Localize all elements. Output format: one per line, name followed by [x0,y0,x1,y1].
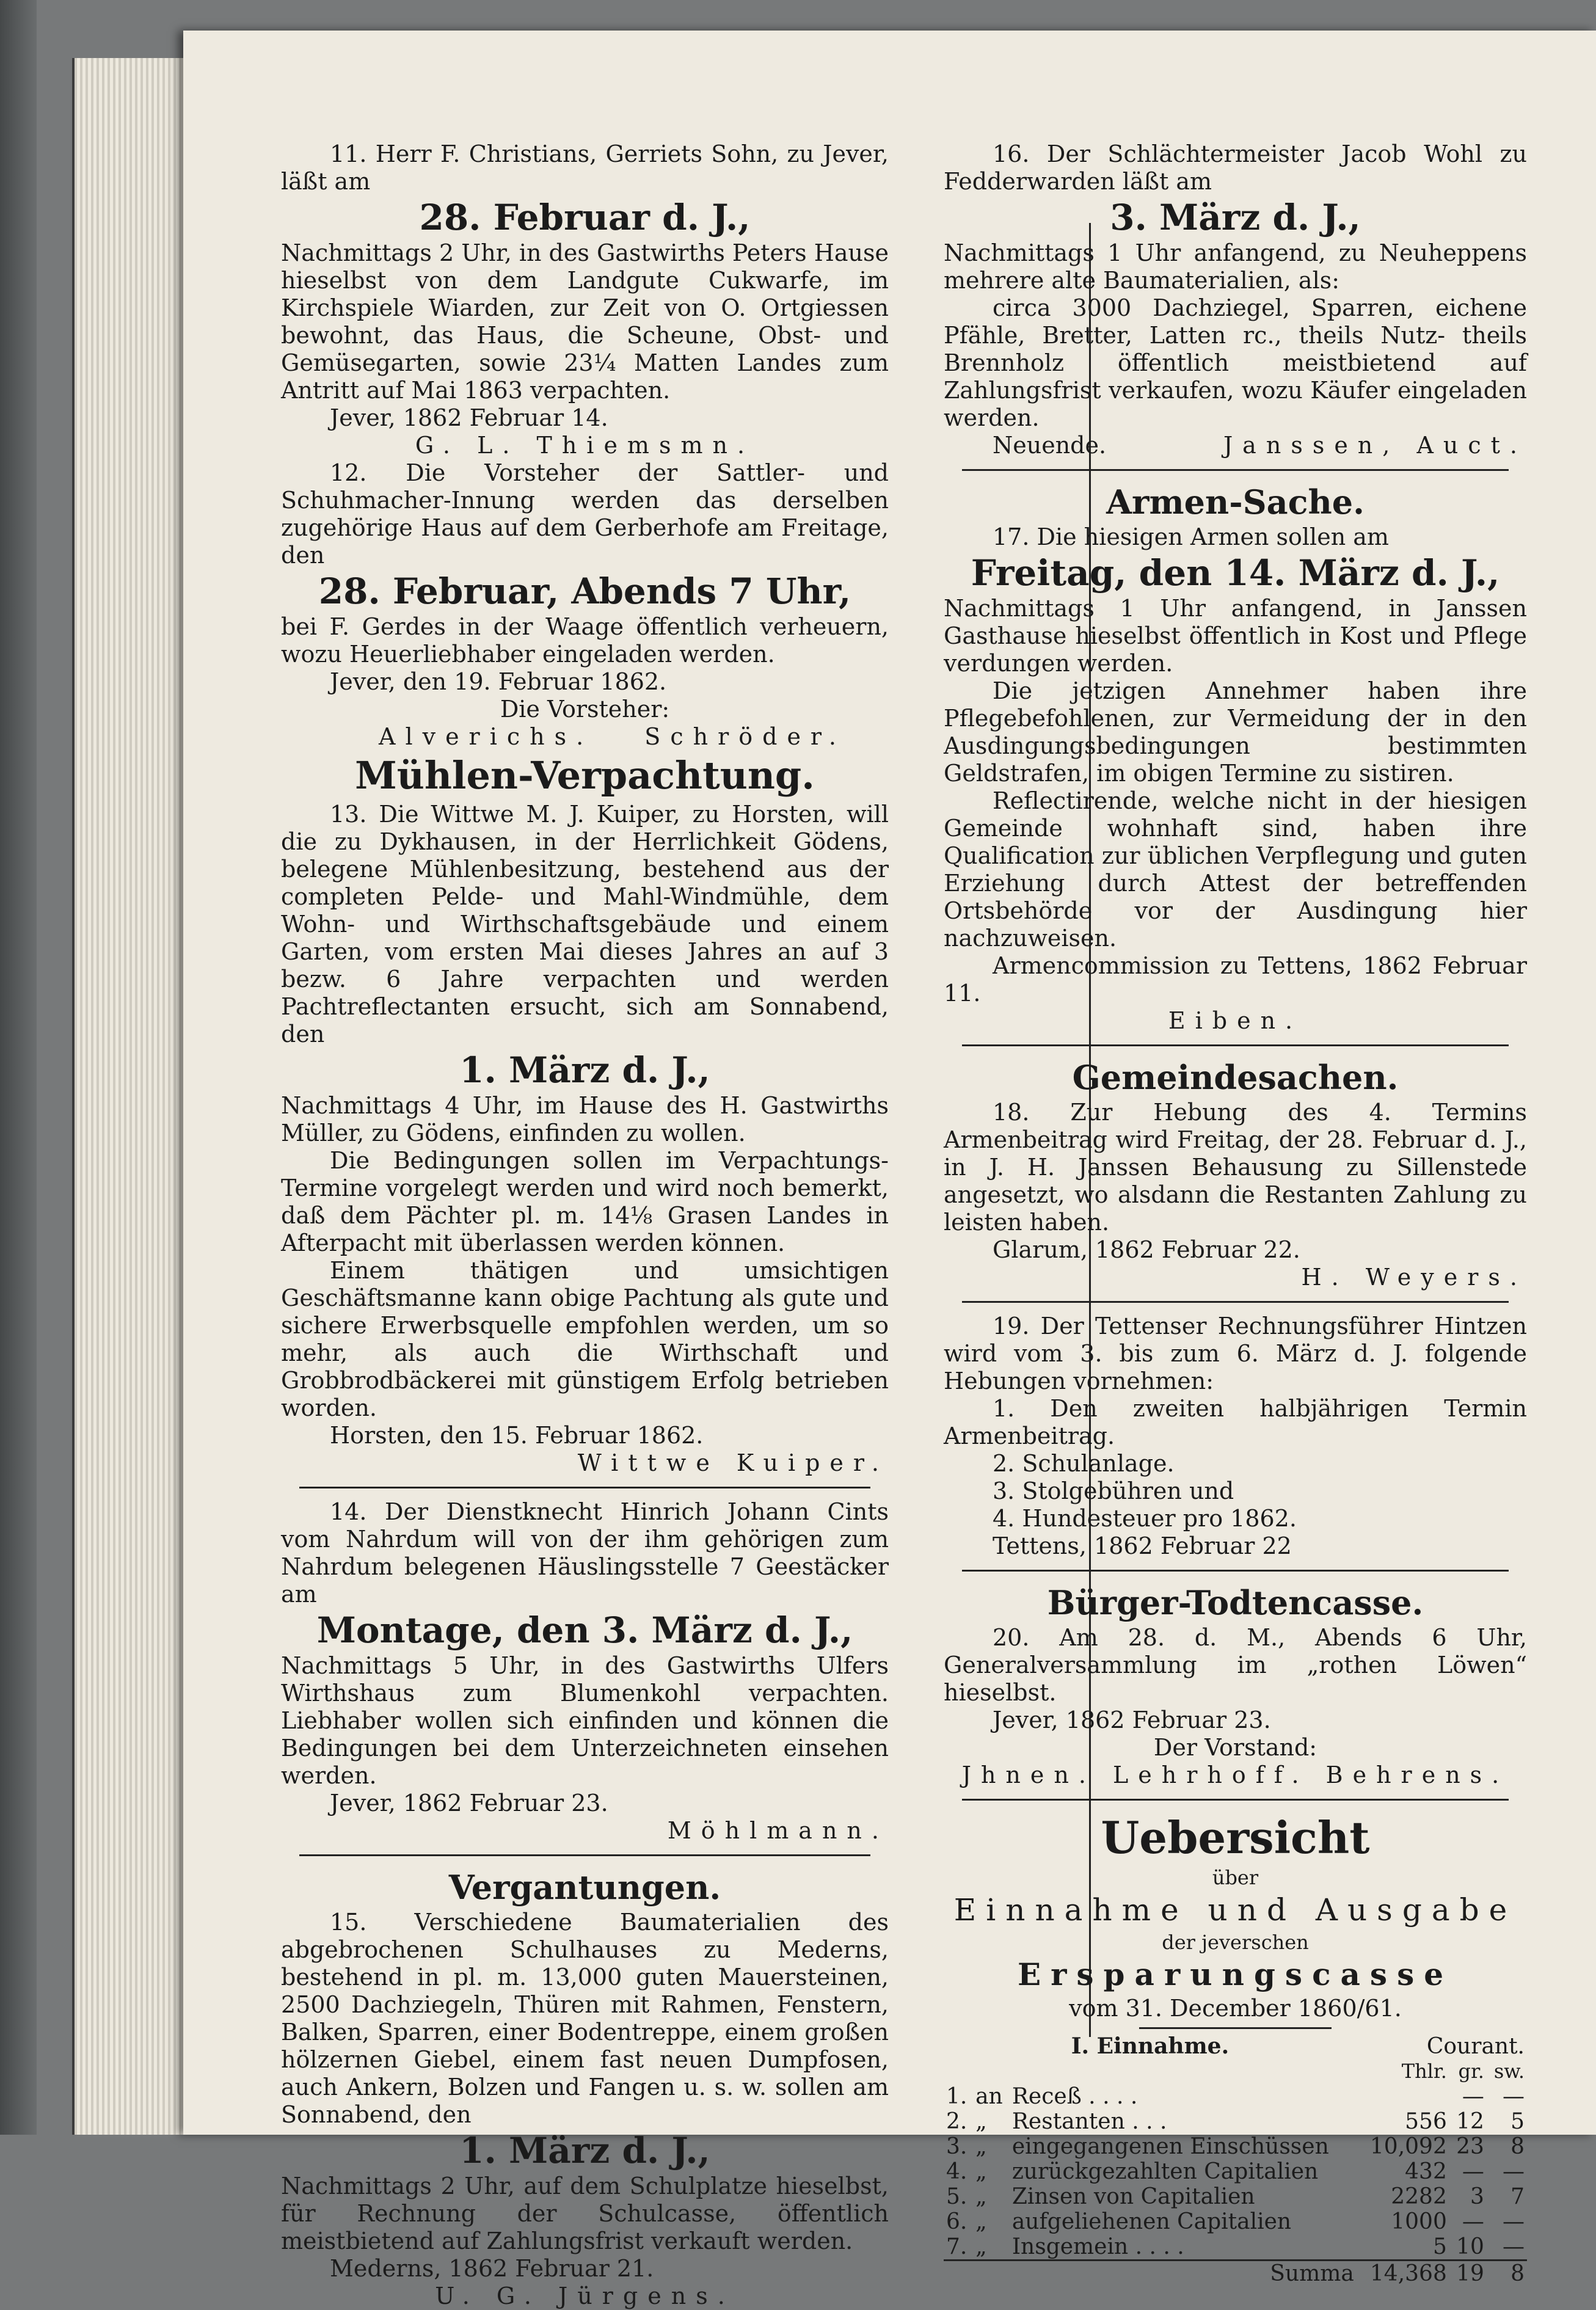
table-row [944,2184,1527,2209]
section-title-armen: Armen-Sache. [1106,483,1365,522]
notice-16-signature: Janssen, Auct. [1223,432,1527,459]
row-num: 3. [946,2134,967,2159]
rule [962,1301,1509,1303]
notice-18-place: Glarum, 1862 Februar 22. [993,1236,1300,1263]
notice-13-body3: Einem thätigen und umsichtigen Geschäftsmanne kann obige Pachtung als gute und sichere Erwerbsquelle empfohlen werden, um so mehr, als auch die Wirthschaft und Grobbrodbäckerei mit günstigem Erfolg betrieben worden. [281,1257,889,1421]
row-sw: 8 [1510,2134,1525,2159]
row-gr: — [1462,2209,1484,2234]
row-gr: — [1462,2084,1484,2109]
notice-17-intro: 17. Die hiesigen Armen sollen am [993,523,1389,550]
row-sw: — [1503,2234,1525,2259]
uebersicht-title: Uebersicht [1101,1812,1370,1864]
notice-20-place: Jever, 1862 Februar 23. [993,1707,1271,1733]
rule [962,469,1509,471]
notice-16-place: Neuende. [993,432,1107,459]
row-sw: — [1503,2159,1525,2184]
row-gr: 10 [1456,2234,1484,2259]
notice-16-body1: Nachmittags 1 Uhr anfangend, zu Neuheppens mehrere alte Baumaterialien, als: [944,239,1527,294]
binding-edge [0,0,37,2135]
signature-schroeder: Schröder. [644,723,846,750]
signature-alverichs: Alverichs. [379,723,594,750]
row-thlr: 556 [1405,2109,1447,2134]
notice-16-date: 3. März d. J., [1110,197,1361,238]
notice-15-signature: U. G. Jürgens. [435,2283,735,2309]
rule [962,1799,1509,1801]
section-title-muehlen: Mühlen-Verpachtung. [355,753,815,798]
row-thlr: 5 [1432,2234,1447,2259]
row-gr: 23 [1456,2134,1484,2159]
right-column [944,140,1527,2286]
notice-13-date: 1. März d. J., [459,1049,710,1091]
notice-11-date: 28. Februar d. J., [419,197,751,238]
notice-11-intro: 11. Herr F. Christians, Gerriets Sohn, zu Jever, läßt am [281,140,889,195]
table-row [944,2234,1527,2261]
notice-15-body: Nachmittags 2 Uhr, auf dem Schulplatze hieselbst, für Rechnung der Schulcasse, öffentlich meistbietend auf Zahlungsfrist verkauft werden. [281,2173,889,2254]
uebersicht-ueber: über [1212,1866,1259,1889]
notice-20-intro: 20. Am 28. d. M., Abends 6 Uhr, Generalversammlung im „rothen Löwen“ hieselbst. [944,1624,1527,1706]
notice-16-intro: 16. Der Schlächtermeister Jacob Wohl zu Fedderwarden läßt am [944,140,1527,195]
col-thlr: Thlr. [1401,2060,1447,2083]
notice-18-signature: H. Weyers. [1301,1264,1527,1291]
notice-12-intro: 12. Die Vorsteher der Sattler- und Schuhmacher-Innung werden das derselben zugehörige Haus auf dem Gerberhofe am Freitage, den [281,459,889,569]
col-gr: gr. [1458,2060,1484,2083]
section-title-buerger: Bürger-Todtencasse. [1047,1583,1424,1622]
notice-12-role: Die Vorsteher: [500,696,670,723]
uebersicht-vom: vom 31. December 1860/61. [1069,1995,1402,2022]
einnahme-table [944,2034,1527,2286]
notice-11-body: Nachmittags 2 Uhr, in des Gastwirths Peters Hause hieselbst von dem Landgute Cukwarfe, im Kirchspiele Wiarden, zur Zeit von O. Ortgiessen bewohnt, das Haus, die Scheune, Obst- und Gemüsegarten, sowie 23¼ Matten Landes zum Antritt auf Mai 1863 verpachten. [281,239,889,404]
rule [1139,2027,1332,2029]
row-num: 7. [946,2234,967,2259]
section-title-vergantungen: Vergantungen. [448,1868,721,1907]
rule [962,1570,1509,1572]
col-sw: sw. [1493,2060,1525,2083]
row-gr: 3 [1470,2184,1484,2209]
notice-14-intro: 14. Der Dienstknecht Hinrich Johann Cints vom Nahrdum will von der ihm gehörigen zum Nahrdum belegenen Häuslingsstelle 7 Geestäcker am [281,1498,889,1608]
notice-12-signatures [281,723,889,751]
notice-19-item: 2. Schulanlage. [993,1450,1175,1477]
notice-13-place: Horsten, den 15. Februar 1862. [330,1422,704,1449]
notice-17-body3: Reflectirende, welche nicht in der hiesigen Gemeinde wohnhaft sind, haben ihre Qualification zur üblichen Verpflegung und guten Erziehung durch Attest der betreffenden Ortsbehörde vor der Ausdingung hier nachzuweisen. [944,787,1527,952]
notice-18-intro: 18. Zur Hebung des 4. Termins Armenbeitrag wird Freitag, der 28. Februar d. J., in J. H. Janssen Behausung zu Sillenstede angesetzt, wo alsdann die Restanten Zahlung zu leisten haben. [944,1099,1527,1236]
row-thlr [1357,2084,1449,2109]
row-prefix: „ [975,2159,987,2184]
notice-13-intro: 13. Die Wittwe M. J. Kuiper, zu Horsten, will die zu Dykhausen, in der Herrlichkeit Gödens, belegene Mühlenbesitzung, bestehend aus der completen Pelde- und Mahl-Windmühle, dem Wohn- und Wirthschaftsgebäude und einem Garten, vom ersten Mai dieses Jahres an auf 3 bezw. 6 Jahre verpachten und werden Pachtreflectanten ersucht, sich am Sonnabend, den [281,801,889,1048]
row-label: Receß . . . . [1011,2084,1138,2109]
row-prefix: „ [975,2109,987,2134]
notice-17-signature: Eiben. [1168,1007,1303,1034]
notice-19-item: 3. Stolgebühren und [993,1477,1234,1504]
row-num: 5. [946,2184,967,2209]
row-label: Restanten . . . [1011,2109,1167,2134]
rule [962,1044,1509,1046]
notice-12-place: Jever, den 19. Februar 1862. [330,668,667,695]
notice-19-intro: 19. Der Tettenser Rechnungsführer Hintzen wird vom 3. bis zum 6. März d. J. folgende Hebungen vornehmen: [944,1313,1527,1394]
row-num: 2. [946,2109,967,2134]
uebersicht-casse: Ersparungscasse [1017,1956,1454,1992]
row-sw: 5 [1510,2109,1525,2134]
rule [299,1854,870,1856]
row-thlr: 2282 [1391,2184,1447,2209]
row-prefix: an [975,2084,1003,2109]
notice-14-place: Jever, 1862 Februar 23. [330,1790,608,1816]
notice-11-place: Jever, 1862 Februar 14. [330,404,608,431]
row-label: Insgemein . . . . [1011,2234,1184,2259]
total-sw: 8 [1487,2261,1527,2287]
row-thlr: 1000 [1391,2209,1447,2234]
notice-12-date: 28. Februar, Abends 7 Uhr, [318,570,851,612]
notice-17-date: Freitag, den 14. März d. J., [971,552,1500,594]
notice-16-footer [944,432,1527,459]
notice-19-item: 4. Hundesteuer pro 1862. [993,1505,1297,1532]
row-gr: — [1462,2159,1484,2184]
notice-13-body1: Nachmittags 4 Uhr, im Hause des H. Gastwirths Müller, zu Gödens, einfinden zu wollen. [281,1092,889,1146]
total-label: Summa [944,2261,1357,2287]
uebersicht-der: der jeverschen [1162,1931,1309,1954]
notice-14-date: Montage, den 3. März d. J., [316,1609,853,1651]
currency-label: Courant. [1426,2034,1525,2059]
row-label: eingegangenen Einschüssen [1011,2134,1329,2159]
row-gr: 12 [1456,2109,1484,2134]
row-sw: — [1503,2084,1525,2109]
rule [299,1487,870,1488]
row-prefix: „ [975,2234,987,2259]
row-sw: — [1503,2209,1525,2234]
notice-17-place: Armencommission zu Tettens, 1862 Februar 11. [944,952,1527,1007]
row-num: 4. [946,2159,967,2184]
section-title-gemeinde: Gemeindesachen. [1072,1058,1399,1097]
notice-12-body: bei F. Gerdes in der Waage öffentlich verheuern, wozu Heuerliebhaber eingeladen werden. [281,613,889,668]
row-thlr: 10,092 [1369,2134,1447,2159]
total-gr: 19 [1449,2261,1487,2287]
table-row [944,2159,1527,2184]
notice-19-item: 1. Den zweiten halbjährigen Termin Armenbeitrag. [944,1395,1527,1449]
notice-17-body2: Die jetzigen Annehmer haben ihre Pflegebefohlenen, zur Vermeidung der in den Ausdingungsbedingungen bestimmten Geldstrafen, im obigen Termine zu sistiren. [944,677,1527,787]
table-row [944,2109,1527,2134]
row-label: zurückgezahlten Capitalien [1011,2159,1319,2184]
notice-11-signature: G. L. Thiemsmn. [415,432,755,459]
left-column [281,140,889,2310]
table-row [944,2134,1527,2159]
table-row [944,2209,1527,2234]
table-total-row [944,2261,1527,2287]
notice-13-body2: Die Bedingungen sollen im Verpachtungs-Termine vorgelegt werden und wird noch bemerkt, daß dem Pächter pl. m. 14⅛ Grasen Landes in Afterpacht mit überlassen werden können. [281,1147,889,1256]
notice-16-body2: circa 3000 Dachziegel, Sparren, eichene Pfähle, Bretter, Latten rc., theils Nutz- theils Brennholz öffentlich meistbietend auf Zahlungsfrist verkaufen, wozu Käufer eingeladen werden. [944,294,1527,431]
row-num: 6. [946,2209,967,2234]
row-label: Zinsen von Capitalien [1011,2184,1255,2209]
notice-17-body1: Nachmittags 1 Uhr anfangend, in Janssen Gasthause hieselbst öffentlich in Kost und Pflege verdungen werden. [944,595,1527,677]
notice-19-place: Tettens, 1862 Februar 22 [993,1532,1292,1559]
notice-13-signature: Wittwe Kuiper. [577,1449,889,1476]
row-thlr: 432 [1405,2159,1447,2184]
row-num: 1. [946,2084,967,2109]
row-prefix: „ [975,2184,987,2209]
notice-20-role: Der Vorstand: [1153,1734,1317,1761]
notice-15-date: 1. März d. J., [459,2130,710,2171]
row-prefix: „ [975,2209,987,2234]
table-row [944,2084,1527,2109]
row-prefix: „ [975,2134,987,2159]
notice-15-intro: 15. Verschiedene Baumaterialien des abgebrochenen Schulhauses zu Mederns, bestehend in pl. m. 13,000 guten Mauersteinen, 2500 Dachziegeln, Thüren mit Rahmen, Fenstern, Balken, Sparren, einer Bodentreppe, einem großen hölzernen Giebel, einem fast neuen Dumpfosen, auch Ankern, Bolzen und Fangen u. s. w. sollen am Sonnabend, den [281,1909,889,2128]
row-sw: 7 [1510,2184,1525,2209]
notice-14-body: Nachmittags 5 Uhr, in des Gastwirths Ulfers Wirthshaus zum Blumenkohl verpachten. Liebhaber wollen sich einfinden und können die Bedingungen bei dem Unterzeichneten einsehen werden. [281,1652,889,1789]
notice-15-place: Mederns, 1862 Februar 21. [330,2255,654,2282]
uebersicht-line: Einnahme und Ausgabe [953,1892,1517,1928]
notice-14-signature: Möhlmann. [667,1817,889,1844]
row-label: aufgeliehenen Capitalien [1011,2209,1292,2234]
einnahme-heading: I. Einnahme. [1071,2033,1230,2059]
notice-20-signature: Jhnen. Lehrhoff. Behrens. [961,1762,1509,1788]
total-thlr: 14,368 [1357,2261,1449,2287]
